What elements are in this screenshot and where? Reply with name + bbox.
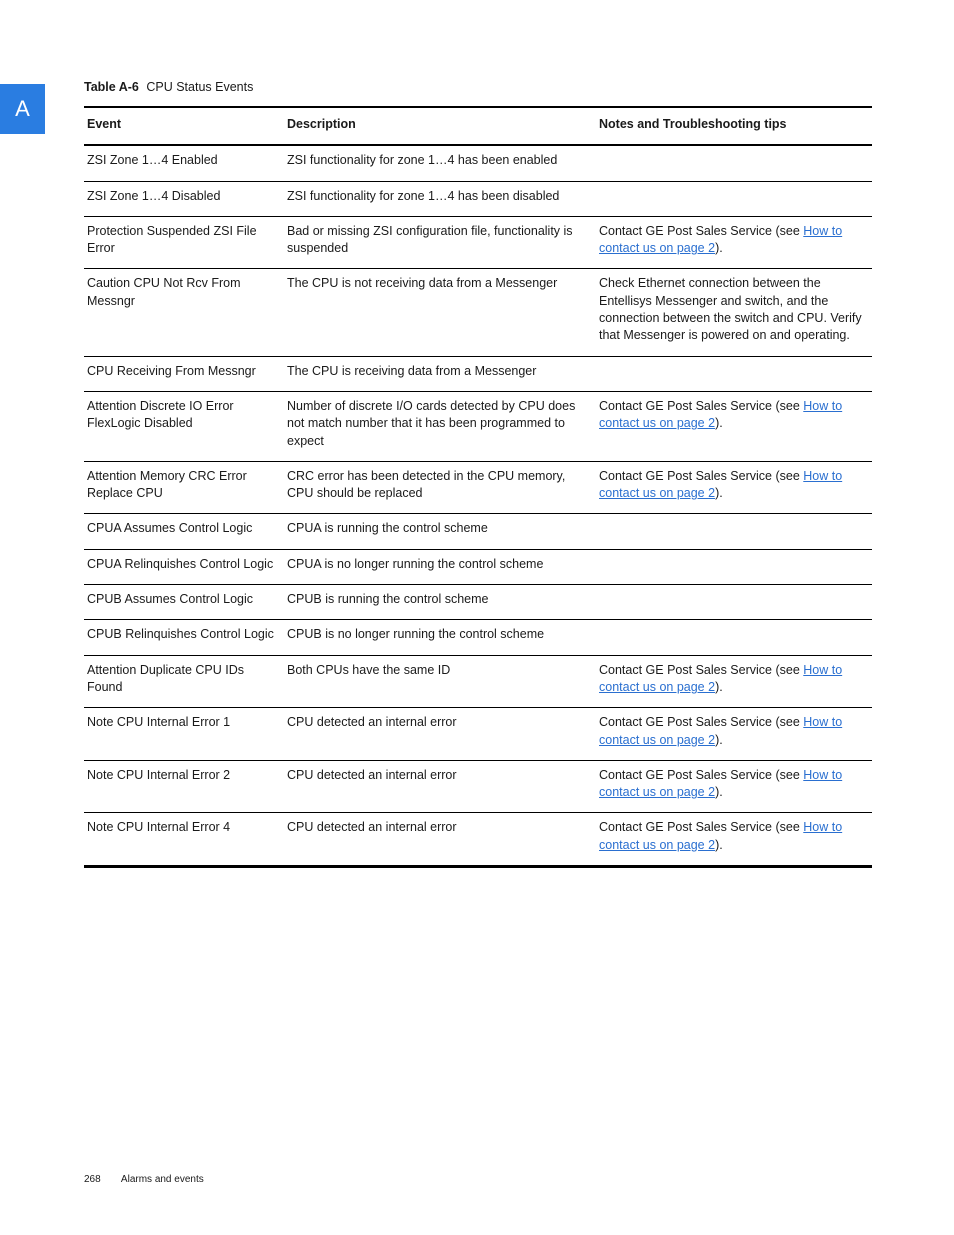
notes-cell bbox=[596, 760, 872, 813]
description-cell: The CPU is receiving data from a Messenger bbox=[287, 363, 537, 378]
cpu-status-events-table bbox=[84, 106, 872, 868]
event-cell: Protection Suspended ZSI File Error bbox=[87, 223, 257, 256]
table-row bbox=[84, 269, 872, 356]
footer-section: Alarms and events bbox=[120, 1174, 204, 1185]
notes-text-end: ). bbox=[715, 785, 723, 800]
notes-cell bbox=[596, 549, 872, 584]
event-cell: Attention Memory CRC Error Replace CPU bbox=[87, 468, 247, 501]
table-row bbox=[84, 585, 872, 620]
table-row bbox=[84, 391, 872, 461]
header-description: Description bbox=[287, 117, 356, 131]
contact-us-link[interactable]: How to contact us on page 2 bbox=[599, 223, 843, 256]
contact-us-link[interactable]: How to contact us on page 2 bbox=[599, 398, 843, 431]
notes-cell bbox=[596, 708, 872, 761]
table-row bbox=[84, 461, 872, 514]
table-caption bbox=[84, 80, 253, 94]
contact-us-link[interactable]: How to contact us on page 2 bbox=[599, 662, 843, 694]
event-cell: Note CPU Internal Error 1 bbox=[87, 715, 231, 730]
contact-us-link[interactable]: How to contact us on page 2 bbox=[599, 468, 843, 501]
description-cell: CPUA is running the control scheme bbox=[287, 521, 488, 536]
description-cell: The CPU is not receiving data from a Messenger bbox=[287, 276, 558, 291]
table-row bbox=[84, 356, 872, 391]
notes-text: Contact GE Post Sales Service (see bbox=[599, 662, 804, 677]
description-cell: CPU detected an internal error bbox=[287, 820, 457, 835]
table-title: CPU Status Events bbox=[146, 80, 254, 94]
description-cell: CPUB is running the control scheme bbox=[287, 592, 489, 607]
notes-cell bbox=[596, 356, 872, 391]
notes-cell bbox=[596, 181, 872, 216]
event-cell: Note CPU Internal Error 4 bbox=[87, 820, 231, 835]
page-footer bbox=[84, 1174, 204, 1185]
contact-us-link[interactable]: How to contact us on page 2 bbox=[599, 820, 843, 852]
appendix-tab bbox=[0, 84, 45, 134]
header-event: Event bbox=[87, 117, 122, 131]
notes-text: Contact GE Post Sales Service (see bbox=[599, 767, 804, 782]
event-cell: CPUB Assumes Control Logic bbox=[87, 592, 254, 607]
description-cell: CPUB is no longer running the control scheme bbox=[287, 627, 545, 642]
table-row bbox=[84, 514, 872, 549]
notes-text-end: ). bbox=[715, 486, 723, 501]
event-cell: CPU Receiving From Messngr bbox=[87, 363, 256, 378]
table-row bbox=[84, 216, 872, 269]
notes-text: Contact GE Post Sales Service (see bbox=[599, 223, 804, 238]
description-cell: CPU detected an internal error bbox=[287, 767, 457, 782]
table-number: Table A-6 bbox=[84, 80, 139, 94]
notes-text-end: ). bbox=[715, 679, 723, 694]
notes-cell bbox=[596, 585, 872, 620]
event-cell: CPUA Relinquishes Control Logic bbox=[87, 556, 274, 571]
notes-cell bbox=[596, 145, 872, 181]
table-row bbox=[84, 181, 872, 216]
notes-text: Contact GE Post Sales Service (see bbox=[599, 468, 804, 483]
description-cell: ZSI functionality for zone 1…4 has been disabled bbox=[287, 188, 560, 203]
header-notes: Notes and Troubleshooting tips bbox=[599, 117, 787, 131]
event-cell: ZSI Zone 1…4 Disabled bbox=[87, 188, 221, 203]
table-row bbox=[84, 813, 872, 867]
notes-cell bbox=[596, 514, 872, 549]
notes-text-end: ). bbox=[715, 416, 723, 431]
table-header-row bbox=[84, 107, 872, 145]
event-cell: Attention Discrete IO Error FlexLogic Disabled bbox=[87, 398, 234, 431]
notes-text: Contact GE Post Sales Service (see bbox=[599, 398, 804, 413]
description-cell: Bad or missing ZSI configuration file, functionality is suspended bbox=[287, 223, 573, 256]
notes-text: Contact GE Post Sales Service (see bbox=[599, 820, 804, 835]
page-number: 268 bbox=[84, 1174, 101, 1185]
table-row bbox=[84, 655, 872, 708]
event-cell: CPUB Relinquishes Control Logic bbox=[87, 627, 274, 642]
notes-text: Contact GE Post Sales Service (see bbox=[599, 715, 804, 730]
notes-cell bbox=[596, 216, 872, 269]
description-cell: CPUA is no longer running the control scheme bbox=[287, 556, 544, 571]
table-row bbox=[84, 620, 872, 655]
description-cell: CRC error has been detected in the CPU memory, CPU should be replaced bbox=[287, 468, 566, 501]
description-cell: CPU detected an internal error bbox=[287, 715, 457, 730]
appendix-tab-label: A bbox=[15, 96, 30, 121]
description-cell: Both CPUs have the same ID bbox=[287, 662, 451, 677]
event-cell: Caution CPU Not Rcv From Messngr bbox=[87, 276, 241, 308]
notes-text-end: ). bbox=[715, 241, 723, 256]
description-cell: ZSI functionality for zone 1…4 has been enabled bbox=[287, 153, 558, 168]
notes-cell: Check Ethernet connection between the Entellisys Messenger and switch, and the connection between the switch and CPU. Verify that Messenger is powered on and operating. bbox=[599, 276, 862, 343]
notes-cell bbox=[596, 620, 872, 655]
notes-cell bbox=[596, 391, 872, 461]
table-row bbox=[84, 549, 872, 584]
notes-cell bbox=[596, 461, 872, 514]
table-row bbox=[84, 708, 872, 761]
event-cell: Note CPU Internal Error 2 bbox=[87, 767, 231, 782]
table-row bbox=[84, 145, 872, 181]
contact-us-link[interactable]: How to contact us on page 2 bbox=[599, 767, 843, 800]
event-cell: CPUA Assumes Control Logic bbox=[87, 521, 253, 536]
contact-us-link[interactable]: How to contact us on page 2 bbox=[599, 715, 843, 747]
notes-cell bbox=[596, 655, 872, 708]
notes-text-end: ). bbox=[715, 837, 723, 852]
event-cell: ZSI Zone 1…4 Enabled bbox=[87, 153, 218, 168]
table-row bbox=[84, 760, 872, 813]
notes-text-end: ). bbox=[715, 732, 723, 747]
event-cell: Attention Duplicate CPU IDs Found bbox=[87, 662, 245, 694]
description-cell: Number of discrete I/O cards detected by CPU does not match number that it has been programmed to expect bbox=[287, 398, 576, 448]
notes-cell bbox=[596, 813, 872, 867]
